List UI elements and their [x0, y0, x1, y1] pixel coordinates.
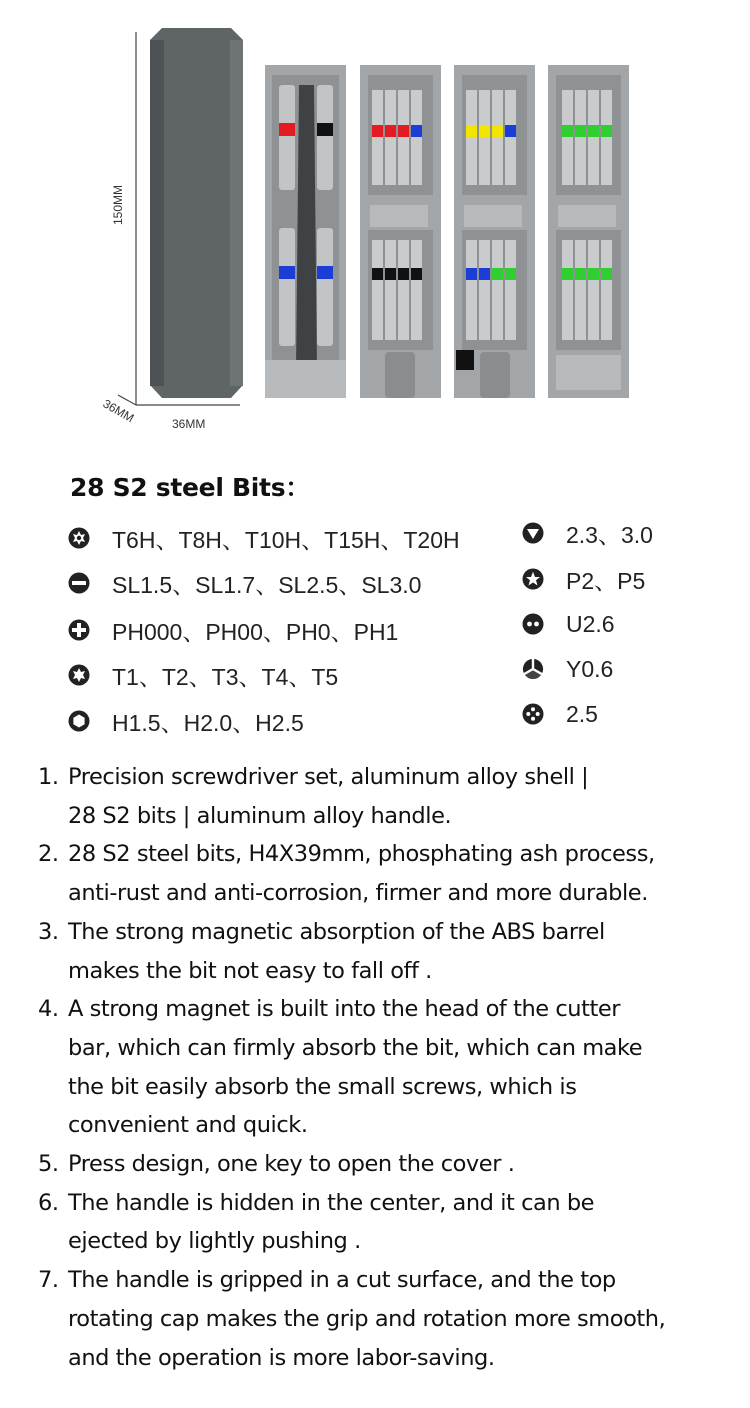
feature-number: 6.	[38, 1189, 59, 1216]
feature-number: 7.	[38, 1267, 59, 1294]
bit-row-triangle	[522, 518, 653, 548]
bits-title: 28 S2 steel Bits：	[70, 473, 310, 502]
feature-number: 2.	[38, 841, 59, 868]
cross-pin-icon	[522, 703, 544, 725]
bit-row-phillips	[68, 615, 398, 645]
tray-2	[360, 65, 441, 398]
bit-row-u-type	[522, 609, 615, 639]
tray-3	[454, 65, 535, 398]
pentalobe-icon	[522, 568, 544, 590]
torx-hole-icon	[68, 527, 90, 549]
feature-number: 1.	[38, 764, 59, 790]
bit-row-hex	[68, 706, 304, 736]
bit-row-torx	[68, 660, 338, 690]
bit-row-cross-pin	[522, 699, 598, 729]
feature-number: 5.	[38, 1151, 59, 1178]
feature-number: 4.	[38, 996, 59, 1023]
feature-item	[38, 990, 750, 1145]
closed-case	[150, 28, 243, 398]
bit-text-torx: T1、T2、T3、T4、T5	[112, 663, 339, 690]
feature-text: The handle is gripped in a cut surface, and the top rotating cap makes the grip and rotation more smooth, and the operation is more labor-saving.	[68, 1267, 666, 1371]
feature-item	[38, 913, 750, 990]
bit-row-torx-hole	[68, 523, 460, 553]
phillips-icon	[68, 619, 90, 641]
feature-text: The strong magnetic absorption of the ABS barrel makes the bit not easy to fall off .	[68, 918, 605, 984]
feature-list	[38, 758, 750, 1377]
feature-text: The handle is hidden in the center, and it can be ejected by lightly pushing .	[68, 1189, 595, 1255]
product-illustration	[0, 0, 750, 450]
bit-row-y-type	[522, 654, 613, 684]
bit-text-hex: H1.5、H2.0、H2.5	[112, 709, 304, 736]
depth-dimension-label: 36MM	[100, 396, 137, 426]
slotted-icon	[68, 572, 90, 594]
u-type-icon	[522, 613, 544, 635]
feature-item	[38, 1261, 750, 1377]
bit-text-y-type: Y0.6	[566, 655, 614, 682]
feature-text: A strong magnet is built into the head of the cutter bar, which can firmly absorb the bit, which can make the bit easily absorb the small screws, which is convenient and quick.	[68, 996, 643, 1139]
feature-item	[38, 835, 750, 912]
feature-text: Press design, one key to open the cover .	[68, 1151, 515, 1178]
tray-handle	[265, 65, 346, 398]
bit-text-cross-pin: 2.5	[566, 700, 598, 727]
bit-text-phillips: PH000、PH00、PH0、PH1	[112, 618, 399, 645]
triangle-icon	[522, 522, 544, 544]
bit-row-pentalobe	[522, 564, 645, 594]
tray-4	[548, 65, 629, 398]
feature-text: Precision screwdriver set, aluminum alloy shell | 28 S2 bits | aluminum alloy handle.	[68, 764, 589, 829]
bit-text-u-type: U2.6	[566, 610, 615, 637]
bit-text-pentalobe: P2、P5	[566, 567, 646, 594]
bit-text-torx-hole: T6H、T8H、T10H、T15H、T20H	[112, 526, 460, 553]
bit-row-slotted	[68, 568, 421, 598]
bit-text-slotted: SL1.5、SL1.7、SL2.5、SL3.0	[112, 571, 422, 598]
y-type-icon	[522, 658, 544, 680]
feature-item	[38, 758, 750, 835]
bit-text-triangle: 2.3、3.0	[566, 521, 653, 548]
torx-icon	[68, 664, 90, 686]
feature-number: 3.	[38, 918, 59, 945]
feature-item	[38, 1145, 750, 1184]
hex-icon	[68, 710, 90, 732]
width-dimension-label: 36MM	[172, 417, 206, 431]
height-dimension-label: 150MM	[111, 184, 125, 225]
feature-text: 28 S2 steel bits, H4X39mm, phosphating ash process, anti-rust and anti-corrosion, firmer and more durable.	[68, 841, 655, 907]
feature-item	[38, 1184, 750, 1261]
